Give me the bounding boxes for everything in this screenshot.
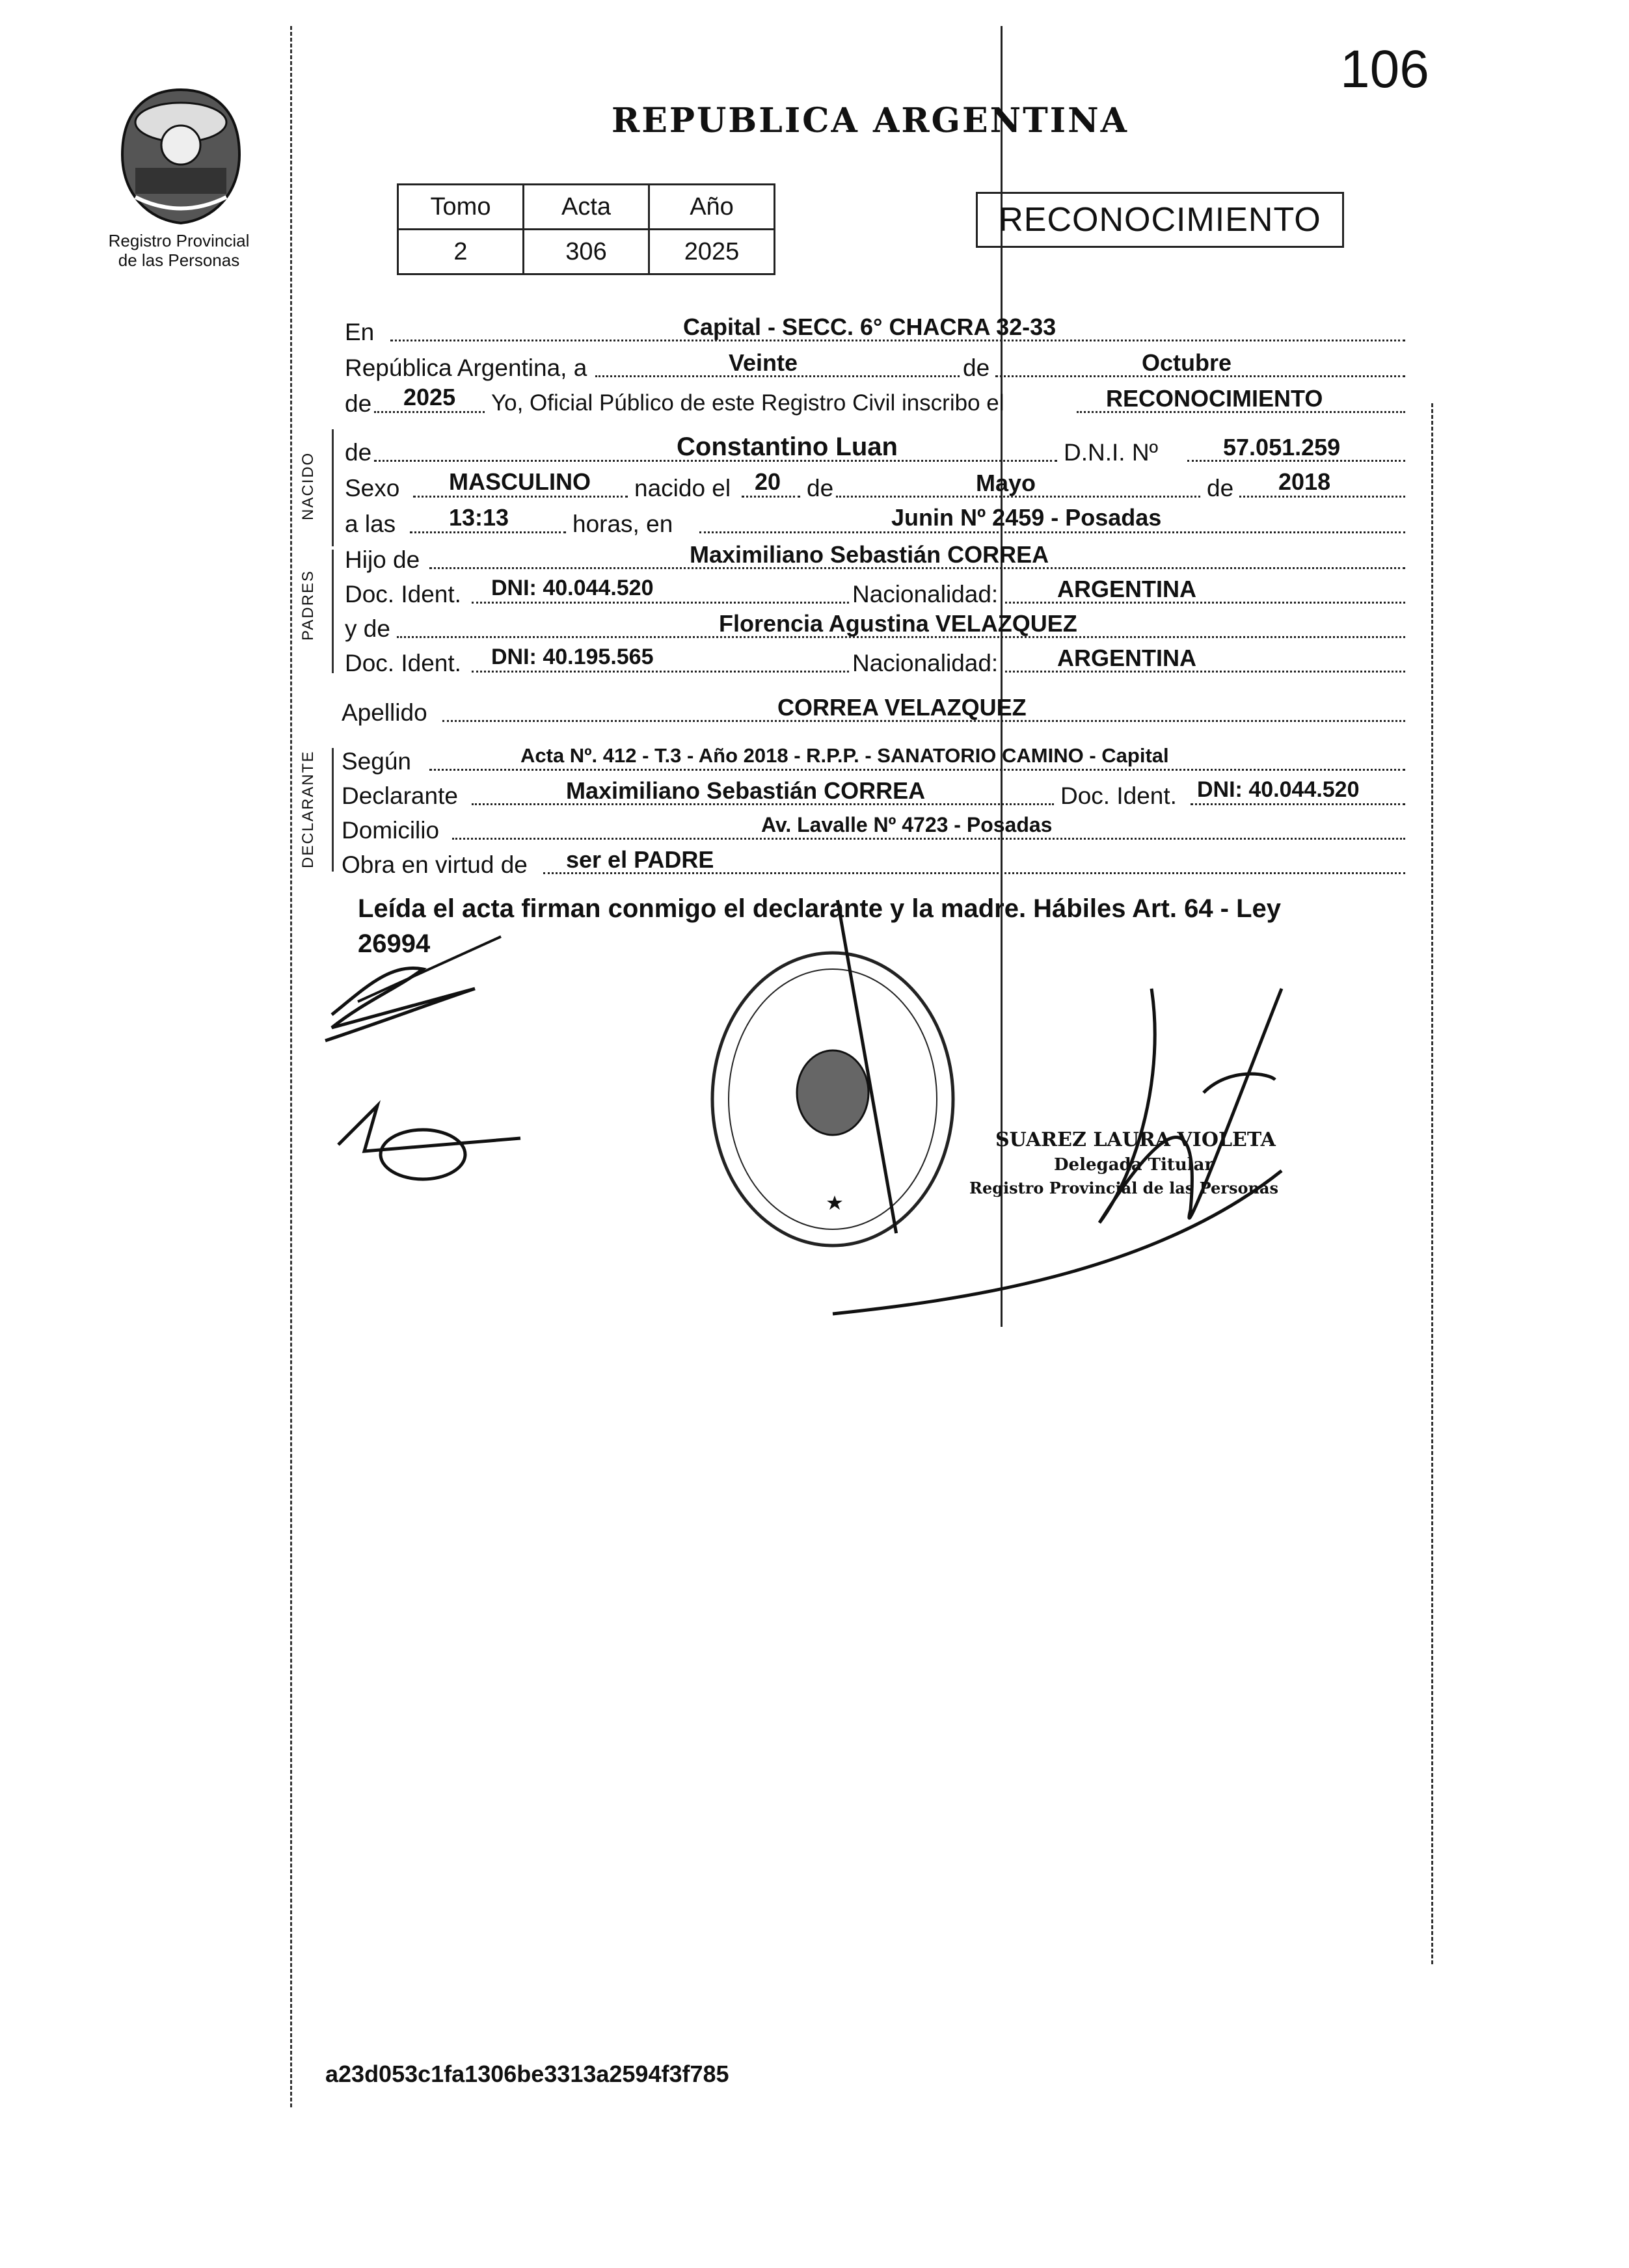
declarante-signature-icon <box>306 924 533 1054</box>
birth-day-dots <box>742 496 800 498</box>
sexo-label: Sexo <box>345 475 400 501</box>
madre-signature-icon <box>325 1093 533 1190</box>
birth-place: Junin Nº 2459 - Posadas <box>891 504 1162 531</box>
sexo-dots <box>413 496 628 498</box>
declarante-doc-dots <box>1191 803 1405 805</box>
birth-year: 2018 <box>1278 468 1331 495</box>
declarante-section-label: DECLARANTE <box>299 750 317 868</box>
domicilio-dots <box>452 838 1405 840</box>
nacido-de-label-2: de <box>807 475 834 501</box>
province-seal-icon <box>116 83 246 226</box>
record-type-box: RECONOCIMIENTO <box>976 192 1344 248</box>
year-dots <box>374 411 485 413</box>
inscribo-text: Yo, Oficial Público de este Registro Civil inscribo el <box>491 390 1004 416</box>
father-nat-label: Nacionalidad: <box>852 581 999 607</box>
closing-line1: Leída el acta firman conmigo el declarante y la madre. Hábiles Art. 64 - Ley <box>358 894 1282 923</box>
acta-value: 306 <box>524 230 649 274</box>
apellido-value: CORREA VELAZQUEZ <box>777 694 1027 721</box>
tomo-header: Tomo <box>398 185 524 230</box>
mother-doc-dots <box>472 671 849 673</box>
declarante-name: Maximiliano Sebastián CORREA <box>566 777 926 804</box>
father-doc-label: Doc. Ident. <box>345 581 461 607</box>
nacido-el-label: nacido el <box>634 475 731 501</box>
mother-doc: DNI: 40.195.565 <box>491 645 654 669</box>
birth-day: 20 <box>755 468 781 495</box>
month-value: Octubre <box>1142 349 1232 376</box>
father-doc: DNI: 40.044.520 <box>491 576 654 600</box>
nacido-de-label-3: de <box>1207 475 1234 501</box>
record-table <box>397 183 775 275</box>
mother-doc-label: Doc. Ident. <box>345 650 461 676</box>
segun-dots <box>429 769 1405 771</box>
declarante-label: Declarante <box>342 782 458 809</box>
a-las-label: a las <box>345 511 396 537</box>
year-value: 2025 <box>403 384 456 410</box>
declarante-doc-label: Doc. Ident. <box>1060 782 1177 809</box>
sexo-value: MASCULINO <box>449 468 591 495</box>
mother-name: Florencia Agustina VELAZQUEZ <box>719 610 1077 637</box>
hijo-de-label: Hijo de <box>345 546 420 573</box>
day-value: Veinte <box>729 349 798 376</box>
registry-label-line1: Registro Provincial <box>108 231 250 250</box>
de-label-2: de <box>345 390 372 417</box>
mother-nat-label: Nacionalidad: <box>852 650 999 676</box>
page-number: 106 <box>1340 40 1429 99</box>
domicilio-label: Domicilio <box>342 817 440 844</box>
declarante-doc: DNI: 40.044.520 <box>1197 777 1360 802</box>
country-title: REPUBLICA ARGENTINA <box>612 101 1129 140</box>
padres-bracket <box>332 550 334 673</box>
nacido-de-label: de <box>345 439 372 466</box>
mother-nat: ARGENTINA <box>1057 645 1196 671</box>
father-name: Maximiliano Sebastián CORREA <box>690 541 1049 568</box>
segun-value: Acta Nº. 412 - T.3 - Año 2018 - R.P.P. - SANATORIO CAMINO - Capital <box>520 744 1169 767</box>
domicilio-value: Av. Lavalle Nº 4723 - Posadas <box>761 813 1053 836</box>
obra-label: Obra en virtud de <box>342 851 528 878</box>
segun-label: Según <box>342 748 411 775</box>
birth-year-dots <box>1239 496 1405 498</box>
obra-value: ser el PADRE <box>566 846 714 873</box>
act-kind-value: RECONOCIMIENTO <box>1106 385 1323 412</box>
horas-label: horas, en <box>572 511 673 537</box>
birth-place-dots <box>699 531 1405 533</box>
republica-label: República Argentina, a <box>345 354 587 381</box>
child-name: Constantino Luan <box>677 433 898 461</box>
de-label-1: de <box>963 354 990 381</box>
y-de-label: y de <box>345 615 390 642</box>
apellido-label: Apellido <box>342 699 427 726</box>
padres-section-label: PADRES <box>299 570 317 641</box>
nacido-section-label: NACIDO <box>299 451 317 520</box>
official-org: Registro Provincial de las Personas <box>969 1179 1278 1197</box>
registry-label <box>91 231 267 270</box>
registry-label-line2: de las Personas <box>118 250 240 270</box>
tomo-value: 2 <box>398 230 524 274</box>
left-margin-line <box>290 26 292 2107</box>
anio-value: 2025 <box>649 230 775 274</box>
birth-time: 13:13 <box>449 504 509 531</box>
father-doc-dots <box>472 602 849 604</box>
father-nat: ARGENTINA <box>1057 576 1196 602</box>
acta-header: Acta <box>524 185 649 230</box>
birth-time-dots <box>410 531 566 533</box>
child-dni: 57.051.259 <box>1223 434 1341 460</box>
right-margin-line <box>1431 403 1433 1964</box>
closing-line2: 26994 <box>358 929 431 958</box>
place-value: Capital - SECC. 6° CHACRA 32-33 <box>683 314 1057 340</box>
dni-label: D.N.I. Nº <box>1064 439 1159 466</box>
en-label: En <box>345 319 375 345</box>
declarante-bracket <box>332 748 334 872</box>
official-name: SUAREZ LAURA VIOLETA <box>995 1128 1276 1151</box>
birth-month: Mayo <box>976 470 1036 496</box>
document-hash: a23d053c1fa1306be3313a2594f3f785 <box>325 2061 729 2087</box>
nacido-bracket <box>332 429 334 546</box>
official-role: Delegada Titular <box>1054 1155 1214 1175</box>
anio-header: Año <box>649 185 775 230</box>
